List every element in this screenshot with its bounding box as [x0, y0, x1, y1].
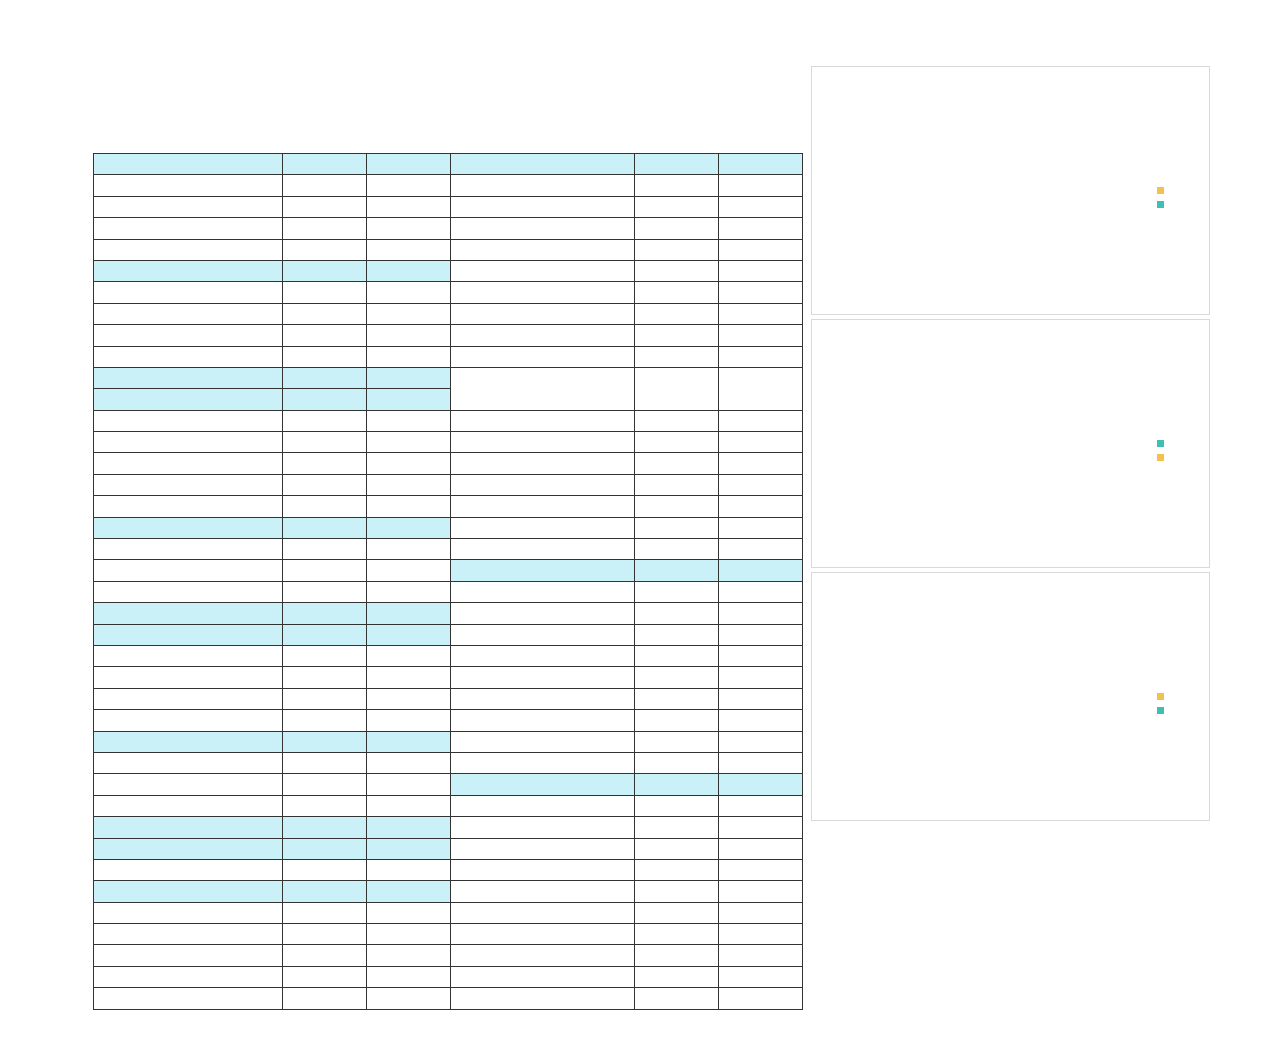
right-this-year-value — [719, 710, 803, 731]
left-last-year-value — [283, 282, 367, 303]
left-this-year-value — [367, 988, 451, 1009]
left-item-label — [94, 453, 283, 474]
left-this-year-value — [367, 731, 451, 752]
legend-item-this-year — [1157, 187, 1170, 194]
right-item-label — [451, 303, 635, 324]
right-item-label — [451, 282, 635, 303]
right-last-year-value — [635, 432, 719, 453]
left-this-year-value — [367, 624, 451, 645]
left-this-year-value — [367, 303, 451, 324]
right-last-year-value — [635, 260, 719, 281]
legend-swatch — [1157, 707, 1164, 714]
left-this-year-value — [367, 474, 451, 495]
table-row — [94, 453, 803, 474]
left-this-year-value — [367, 945, 451, 966]
table-row — [94, 988, 803, 1009]
left-item-label — [94, 859, 283, 880]
table-row — [94, 196, 803, 217]
chart-stacked-column — [811, 572, 1210, 821]
right-this-year-value — [719, 945, 803, 966]
left-this-year-value — [367, 196, 451, 217]
left-this-year-value — [367, 838, 451, 859]
right-last-year-value — [635, 859, 719, 880]
right-this-year-value — [719, 966, 803, 987]
right-item-label — [451, 924, 635, 945]
left-last-year-value — [283, 945, 367, 966]
left-last-year-value — [283, 175, 367, 196]
left-this-year-value — [367, 432, 451, 453]
table-row — [94, 817, 803, 838]
left-this-year-value — [367, 218, 451, 239]
right-last-year-value — [635, 945, 719, 966]
left-item-label — [94, 346, 283, 367]
table-row — [94, 688, 803, 709]
right-last-year-value — [635, 175, 719, 196]
left-last-year-value — [283, 774, 367, 795]
right-item-label — [451, 945, 635, 966]
left-item-label — [94, 432, 283, 453]
right-item-label — [451, 902, 635, 923]
left-last-year-value — [283, 988, 367, 1009]
right-item-label — [451, 260, 635, 281]
left-this-year-value — [367, 902, 451, 923]
right-item-label — [451, 175, 635, 196]
legend-item-last-year — [1157, 707, 1170, 714]
table-row — [94, 517, 803, 538]
right-item-label — [451, 624, 635, 645]
table-row — [94, 603, 803, 624]
table-row — [94, 260, 803, 281]
left-this-year-value — [367, 924, 451, 945]
right-this-year-value — [719, 688, 803, 709]
left-item-label — [94, 945, 283, 966]
left-item-label — [94, 218, 283, 239]
right-last-year-value — [635, 496, 719, 517]
left-this-year-value — [367, 581, 451, 602]
left-item-label — [94, 560, 283, 581]
left-last-year-value — [283, 817, 367, 838]
left-this-year-value — [367, 603, 451, 624]
left-item-label — [94, 539, 283, 560]
right-this-year-value — [719, 303, 803, 324]
left-last-year-value — [283, 795, 367, 816]
right-this-year-value — [719, 346, 803, 367]
right-this-year-value — [719, 196, 803, 217]
legend-swatch — [1157, 201, 1164, 208]
right-this-year-value — [719, 560, 803, 581]
right-item-label — [451, 795, 635, 816]
left-item-label — [94, 817, 283, 838]
left-this-year-value — [367, 325, 451, 346]
left-item-label — [94, 988, 283, 1009]
left-last-year-value — [283, 838, 367, 859]
table-row — [94, 624, 803, 645]
legend-swatch — [1157, 454, 1164, 461]
left-last-year-value — [283, 924, 367, 945]
left-this-year-value — [367, 774, 451, 795]
right-this-year-value — [719, 667, 803, 688]
right-this-year-value — [719, 645, 803, 666]
left-last-year-value — [283, 239, 367, 260]
table-row — [94, 667, 803, 688]
right-last-year-value — [635, 325, 719, 346]
legend-item-this-year — [1157, 693, 1170, 700]
left-this-year-value — [367, 859, 451, 880]
table-row — [94, 710, 803, 731]
right-last-year-value — [635, 838, 719, 859]
right-item-label — [451, 774, 635, 795]
left-item-label — [94, 325, 283, 346]
left-this-year-value — [367, 795, 451, 816]
left-last-year-value — [283, 303, 367, 324]
legend-item-last-year — [1157, 440, 1170, 447]
right-last-year-value — [635, 667, 719, 688]
left-item-label — [94, 239, 283, 260]
left-last-year-value — [283, 432, 367, 453]
left-this-year-value — [367, 539, 451, 560]
left-last-year-value — [283, 603, 367, 624]
chart-svg — [812, 573, 1209, 820]
left-last-year-value — [283, 710, 367, 731]
right-last-year-value — [635, 731, 719, 752]
left-this-year-value — [367, 560, 451, 581]
left-last-year-value — [283, 517, 367, 538]
table-row — [94, 218, 803, 239]
table-header-row — [94, 154, 803, 175]
left-this-year-value — [367, 496, 451, 517]
left-last-year-value — [283, 453, 367, 474]
right-this-year-value — [719, 795, 803, 816]
right-last-year-value — [635, 752, 719, 773]
table-row — [94, 881, 803, 902]
left-last-year-value — [283, 410, 367, 431]
left-item-label — [94, 474, 283, 495]
left-this-year-value — [367, 239, 451, 260]
left-item-label — [94, 667, 283, 688]
right-this-year-value — [719, 175, 803, 196]
right-last-year-value — [635, 795, 719, 816]
left-this-year-value — [367, 966, 451, 987]
right-this-year-value — [719, 624, 803, 645]
right-last-year-value — [635, 517, 719, 538]
header-this-year-2 — [719, 154, 803, 175]
right-this-year-value — [719, 859, 803, 880]
left-last-year-value — [283, 667, 367, 688]
right-last-year-value — [635, 774, 719, 795]
left-item-label — [94, 496, 283, 517]
left-item-label — [94, 795, 283, 816]
right-item-label — [451, 196, 635, 217]
left-item-label — [94, 774, 283, 795]
right-last-year-value — [635, 539, 719, 560]
right-item-label — [451, 752, 635, 773]
right-item-label — [451, 688, 635, 709]
right-item-label — [451, 710, 635, 731]
table-row — [94, 924, 803, 945]
right-last-year-value — [635, 239, 719, 260]
left-last-year-value — [283, 966, 367, 987]
right-item-label — [451, 517, 635, 538]
left-this-year-value — [367, 282, 451, 303]
right-last-year-value — [635, 988, 719, 1009]
right-item-label — [451, 838, 635, 859]
legend-swatch — [1157, 187, 1164, 194]
left-item-label — [94, 752, 283, 773]
left-last-year-value — [283, 688, 367, 709]
left-item-label — [94, 966, 283, 987]
right-this-year-value — [719, 517, 803, 538]
left-last-year-value — [283, 539, 367, 560]
right-last-year-value — [635, 924, 719, 945]
left-item-label — [94, 838, 283, 859]
left-last-year-value — [283, 367, 367, 388]
right-item-label — [451, 432, 635, 453]
right-this-year-value — [719, 603, 803, 624]
left-last-year-value — [283, 624, 367, 645]
table-row — [94, 346, 803, 367]
table-row — [94, 560, 803, 581]
left-item-label — [94, 731, 283, 752]
left-item-label — [94, 645, 283, 666]
left-this-year-value — [367, 453, 451, 474]
right-last-year-value — [635, 367, 719, 410]
table-row — [94, 731, 803, 752]
left-last-year-value — [283, 218, 367, 239]
right-last-year-value — [635, 218, 719, 239]
right-item-label — [451, 581, 635, 602]
left-item-label — [94, 688, 283, 709]
left-last-year-value — [283, 731, 367, 752]
left-this-year-value — [367, 645, 451, 666]
legend-swatch — [1157, 440, 1164, 447]
right-last-year-value — [635, 474, 719, 495]
right-item-label — [451, 603, 635, 624]
header-item — [94, 154, 283, 175]
right-item-label — [451, 325, 635, 346]
right-this-year-value — [719, 817, 803, 838]
left-this-year-value — [367, 410, 451, 431]
right-last-year-value — [635, 453, 719, 474]
left-item-label — [94, 517, 283, 538]
left-this-year-value — [367, 667, 451, 688]
right-this-year-value — [719, 325, 803, 346]
right-item-label — [451, 881, 635, 902]
right-item-label — [451, 667, 635, 688]
right-last-year-value — [635, 817, 719, 838]
right-this-year-value — [719, 581, 803, 602]
right-item-label — [451, 239, 635, 260]
left-this-year-value — [367, 817, 451, 838]
left-item-label — [94, 389, 283, 410]
right-this-year-value — [719, 731, 803, 752]
right-last-year-value — [635, 645, 719, 666]
left-item-label — [94, 624, 283, 645]
right-last-year-value — [635, 303, 719, 324]
left-item-label — [94, 410, 283, 431]
right-this-year-value — [719, 838, 803, 859]
table-row — [94, 581, 803, 602]
chart-legend — [1157, 187, 1170, 215]
right-this-year-value — [719, 496, 803, 517]
table-row — [94, 902, 803, 923]
table-row — [94, 645, 803, 666]
right-item-label — [451, 966, 635, 987]
right-item-label — [451, 410, 635, 431]
right-last-year-value — [635, 710, 719, 731]
table-row — [94, 282, 803, 303]
table-row — [94, 752, 803, 773]
right-item-label — [451, 859, 635, 880]
right-last-year-value — [635, 196, 719, 217]
chart-clustered-column — [811, 319, 1210, 568]
left-last-year-value — [283, 260, 367, 281]
chart-legend — [1157, 693, 1170, 721]
right-last-year-value — [635, 560, 719, 581]
right-last-year-value — [635, 581, 719, 602]
right-this-year-value — [719, 432, 803, 453]
chart-horizontal-bar — [811, 66, 1210, 315]
left-item-label — [94, 710, 283, 731]
legend-item-this-year — [1157, 454, 1170, 461]
left-item-label — [94, 581, 283, 602]
header-item-2 — [451, 154, 635, 175]
right-this-year-value — [719, 218, 803, 239]
left-item-label — [94, 196, 283, 217]
left-this-year-value — [367, 367, 451, 388]
chart-legend — [1157, 440, 1170, 468]
right-this-year-value — [719, 367, 803, 410]
right-item-label — [451, 645, 635, 666]
right-item-label — [451, 453, 635, 474]
right-this-year-value — [719, 260, 803, 281]
left-this-year-value — [367, 517, 451, 538]
table-row — [94, 175, 803, 196]
right-last-year-value — [635, 603, 719, 624]
table-row — [94, 795, 803, 816]
right-last-year-value — [635, 688, 719, 709]
table-row — [94, 474, 803, 495]
right-this-year-value — [719, 453, 803, 474]
right-item-label — [451, 346, 635, 367]
left-last-year-value — [283, 581, 367, 602]
right-this-year-value — [719, 988, 803, 1009]
left-this-year-value — [367, 175, 451, 196]
right-last-year-value — [635, 624, 719, 645]
right-item-label — [451, 496, 635, 517]
table-row — [94, 838, 803, 859]
left-this-year-value — [367, 710, 451, 731]
legend-item-last-year — [1157, 201, 1170, 208]
right-item-label — [451, 367, 635, 410]
left-item-label — [94, 282, 283, 303]
chart-svg — [812, 320, 1209, 567]
right-last-year-value — [635, 282, 719, 303]
right-this-year-value — [719, 774, 803, 795]
right-item-label — [451, 474, 635, 495]
left-last-year-value — [283, 496, 367, 517]
left-this-year-value — [367, 752, 451, 773]
table-row — [94, 966, 803, 987]
left-item-label — [94, 603, 283, 624]
right-last-year-value — [635, 881, 719, 902]
left-last-year-value — [283, 196, 367, 217]
table-row — [94, 496, 803, 517]
right-this-year-value — [719, 539, 803, 560]
left-item-label — [94, 902, 283, 923]
table-row — [94, 367, 803, 388]
left-item-label — [94, 367, 283, 388]
right-item-label — [451, 988, 635, 1009]
table-row — [94, 774, 803, 795]
table-row — [94, 945, 803, 966]
chart-svg — [812, 67, 1209, 314]
left-item-label — [94, 175, 283, 196]
left-item-label — [94, 260, 283, 281]
cash-flow-table — [93, 153, 803, 1010]
right-item-label — [451, 817, 635, 838]
right-this-year-value — [719, 881, 803, 902]
right-this-year-value — [719, 924, 803, 945]
left-last-year-value — [283, 752, 367, 773]
table-row — [94, 410, 803, 431]
left-last-year-value — [283, 346, 367, 367]
header-last-year-2 — [635, 154, 719, 175]
left-this-year-value — [367, 688, 451, 709]
left-item-label — [94, 881, 283, 902]
table-row — [94, 239, 803, 260]
left-item-label — [94, 303, 283, 324]
left-item-label — [94, 924, 283, 945]
right-this-year-value — [719, 474, 803, 495]
right-last-year-value — [635, 410, 719, 431]
left-last-year-value — [283, 881, 367, 902]
table-row — [94, 325, 803, 346]
left-last-year-value — [283, 859, 367, 880]
right-this-year-value — [719, 239, 803, 260]
left-last-year-value — [283, 389, 367, 410]
table-row — [94, 432, 803, 453]
left-last-year-value — [283, 325, 367, 346]
left-this-year-value — [367, 346, 451, 367]
right-last-year-value — [635, 902, 719, 923]
table-row — [94, 859, 803, 880]
left-this-year-value — [367, 881, 451, 902]
right-item-label — [451, 218, 635, 239]
header-this-year — [367, 154, 451, 175]
left-last-year-value — [283, 560, 367, 581]
table-row — [94, 303, 803, 324]
right-item-label — [451, 731, 635, 752]
left-this-year-value — [367, 389, 451, 410]
table-row — [94, 539, 803, 560]
header-last-year — [283, 154, 367, 175]
right-this-year-value — [719, 282, 803, 303]
left-this-year-value — [367, 260, 451, 281]
right-this-year-value — [719, 902, 803, 923]
legend-swatch — [1157, 693, 1164, 700]
left-last-year-value — [283, 474, 367, 495]
right-last-year-value — [635, 346, 719, 367]
right-item-label — [451, 560, 635, 581]
left-last-year-value — [283, 645, 367, 666]
right-last-year-value — [635, 966, 719, 987]
right-item-label — [451, 539, 635, 560]
right-this-year-value — [719, 752, 803, 773]
left-last-year-value — [283, 902, 367, 923]
right-this-year-value — [719, 410, 803, 431]
